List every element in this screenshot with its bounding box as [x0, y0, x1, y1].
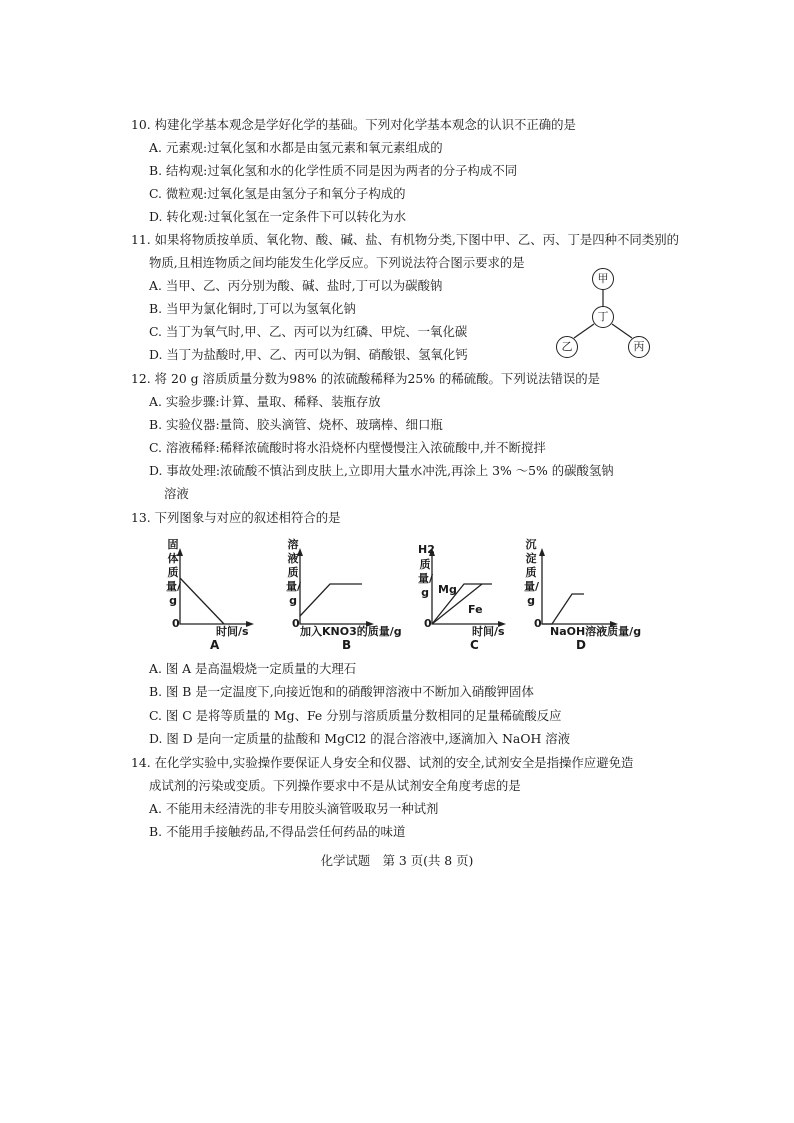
graph-d-origin: 0 — [534, 617, 542, 630]
graph-c-origin: 0 — [424, 617, 432, 630]
q14-stem-line2: 成试剂的污染或变质。下列操作要求中不是从试剂安全角度考虑的是 — [149, 778, 521, 793]
graph-c-label-fe: Fe — [468, 603, 483, 616]
q14-stem-line1: 14. 在化学实验中,实验操作要保证人身安全和仪器、试剂的安全,试剂安全是指操作应避免造 — [131, 755, 634, 770]
graph-c-xlabel: 时间/s — [472, 625, 505, 638]
node-bing: 丙 — [628, 336, 650, 358]
graph-a-origin: 0 — [172, 617, 180, 630]
graph-d-axes — [542, 552, 614, 624]
graph-d-arrows — [539, 548, 618, 627]
q11-stem-line1: 11. 如果将物质按单质、氧化物、酸、碱、盐、有机物分类,下图中甲、乙、丙、丁是四种不同类别的 — [131, 232, 679, 247]
graph-a-line — [180, 578, 224, 624]
q13-option-a: A. 图 A 是高温煅烧一定质量的大理石 — [149, 661, 357, 676]
q13-option-c: C. 图 C 是将等质量的 Mg、Fe 分别与溶质质量分数相同的足量稀硫酸反应 — [149, 708, 562, 723]
q10-option-d: D. 转化观:过氧化氢在一定条件下可以转化为水 — [149, 209, 406, 224]
page-footer: 化学试题 第 3 页(共 8 页) — [320, 853, 474, 868]
node-ding: 丁 — [592, 306, 614, 328]
graph-b-caption: B — [342, 638, 352, 652]
graph-a-caption: A — [210, 638, 220, 652]
q12-option-d: D. 事故处理:浓硫酸不慎沾到皮肤上,立即用大量水冲洗,再涂上 3% ～5% 的碳酸氢钠 — [149, 463, 614, 478]
q10-option-a: A. 元素观:过氧化氢和水都是由氢元素和氧元素组成的 — [149, 140, 443, 155]
q11-option-b: B. 当甲为氯化铜时,丁可以为氢氧化钠 — [149, 301, 356, 316]
node-yi: 乙 — [556, 336, 578, 358]
q13-option-b: B. 图 B 是一定温度下,向接近饱和的硝酸钾溶液中不断加入硝酸钾固体 — [149, 684, 534, 699]
graph-a-plot — [172, 538, 302, 656]
q13-stem: 13. 下列图象与对应的叙述相符合的是 — [131, 510, 341, 525]
graph-b — [286, 538, 416, 656]
graph-c-ylabel-top: H2 — [418, 543, 435, 556]
graph-b-origin: 0 — [292, 617, 300, 630]
graph-a-axes — [180, 552, 250, 624]
graph-d-ylabel: 沉淀质量/g — [524, 538, 540, 607]
q11-option-a: A. 当甲、乙、丙分别为酸、碱、盐时,丁可以为碳酸钠 — [149, 278, 443, 293]
graph-d-caption: D — [576, 638, 586, 652]
connector-right — [612, 324, 632, 338]
graph-b-xlabel: 加入KNO3的质量/g — [300, 625, 402, 638]
graph-b-ylabel: 溶液质量/g — [286, 538, 302, 607]
q10-option-b: B. 结构观:过氧化氢和水的化学性质不同是因为两者的分子构成不同 — [149, 163, 518, 178]
graph-b-axes — [300, 552, 370, 624]
q13-option-d: D. 图 D 是向一定质量的盐酸和 MgCl2 的混合溶液中,逐滴加入 NaOH 溶液 — [149, 731, 570, 746]
q14-option-a: A. 不能用未经清洗的非专用胶头滴管吸取另一种试剂 — [149, 801, 439, 816]
graph-d-line — [542, 594, 584, 624]
node-jia: 甲 — [592, 268, 614, 290]
graph-b-line — [300, 584, 362, 616]
q12-option-c: C. 溶液稀释:稀释浓硫酸时将水沿烧杯内壁慢慢注入浓硫酸中,并不断搅拌 — [149, 440, 546, 455]
q12-option-d-cont: 溶液 — [164, 486, 189, 501]
graph-b-arrows — [297, 548, 374, 627]
graph-c-label-mg: Mg — [438, 583, 457, 596]
graph-d-xlabel: NaOH溶液质量/g — [550, 625, 642, 638]
graph-a — [166, 538, 302, 656]
graph-c-caption: C — [470, 638, 479, 652]
connector-left — [574, 324, 594, 338]
q11-stem-line2: 物质,且相连物质之间均能发生化学反应。下列说法符合图示要求的是 — [149, 255, 525, 270]
q11-option-d: D. 当丁为盐酸时,甲、乙、丙可以为铜、硝酸银、氢氧化钙 — [149, 347, 468, 362]
q14-option-b: B. 不能用手接触药品,不得品尝任何药品的味道 — [149, 824, 406, 839]
graph-c-ylabel: 质量/g — [418, 558, 434, 599]
q12-option-a: A. 实验步骤:计算、量取、稀释、装瓶存放 — [149, 394, 381, 409]
graph-a-xlabel: 时间/s — [216, 625, 249, 638]
q10-option-c: C. 微粒观:过氧化氢是由氢分子和氧分子构成的 — [149, 186, 406, 201]
q11-option-c: C. 当丁为氧气时,甲、乙、丙可以为红磷、甲烷、一氧化碳 — [149, 324, 468, 339]
q10-stem: 10. 构建化学基本观念是学好化学的基础。下列对化学基本观念的认识不正确的是 — [131, 117, 576, 132]
q12-option-b: B. 实验仪器:量筒、胶头滴管、烧杯、玻璃棒、细口瓶 — [149, 417, 443, 432]
graph-a-ylabel: 固体质量/g — [166, 538, 182, 607]
q11-reaction-diagram — [548, 266, 658, 366]
graph-d — [520, 538, 650, 656]
q12-stem: 12. 将 20 g 溶质质量分数为98% 的浓硫酸稀释为25% 的稀硫酸。下列说法错误的是 — [131, 371, 601, 386]
